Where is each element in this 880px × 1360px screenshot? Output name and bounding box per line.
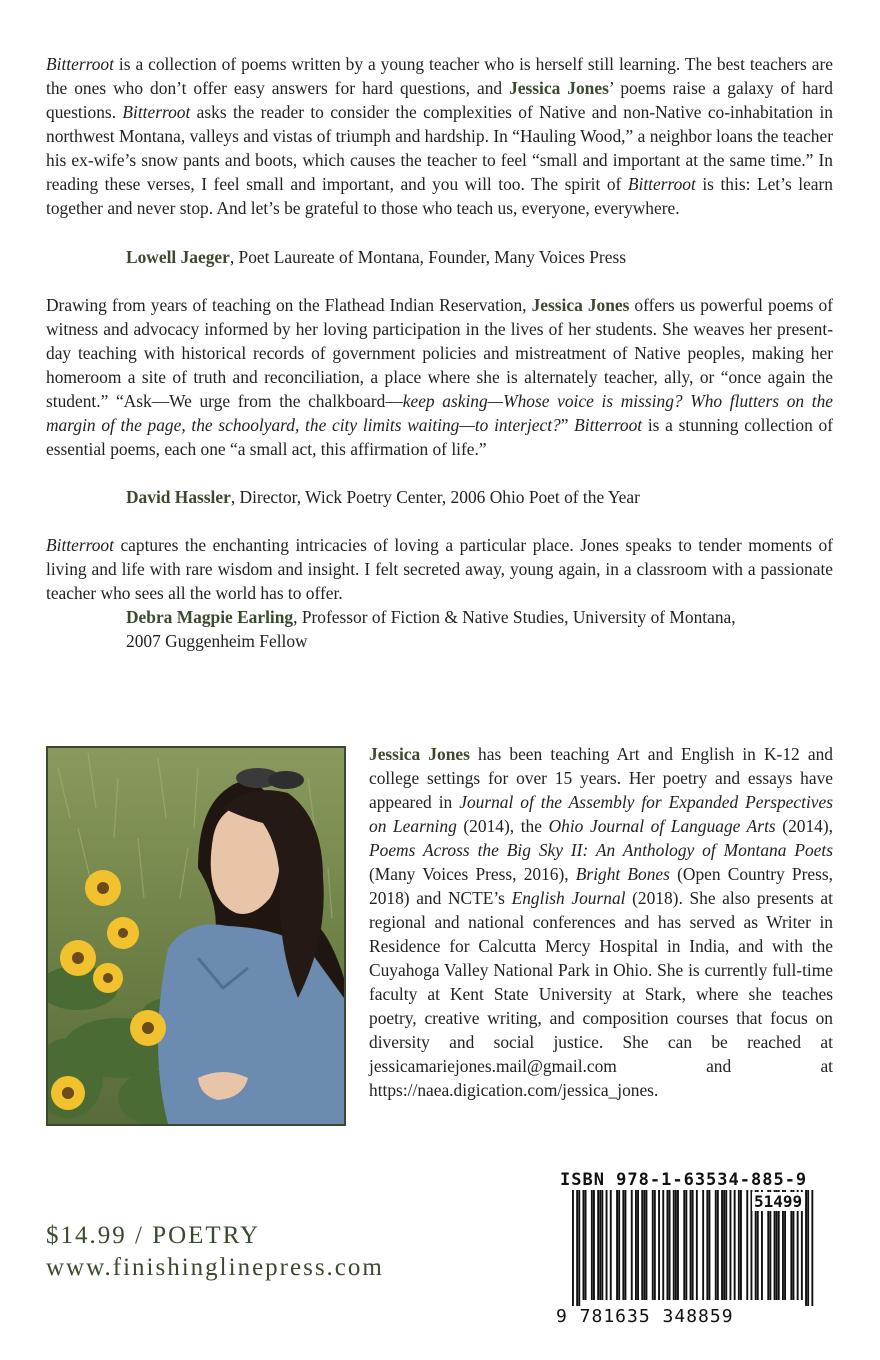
blurb-1: [46, 52, 833, 220]
barcode-bar: [692, 1190, 694, 1300]
bold-name: Jessica Jones: [369, 744, 470, 764]
price-category: $14.99 / POETRY: [46, 1222, 261, 1249]
attribution-title: , Poet Laureate of Montana, Founder, Many Voices Press: [229, 247, 626, 267]
text-run: Drawing from years of teaching on the Flathead Indian Reservation,: [46, 295, 532, 315]
attribution-name: David Hassler: [126, 487, 231, 507]
barcode-bar: [702, 1190, 704, 1300]
barcode-bar: [631, 1190, 633, 1300]
barcode-bar: [669, 1190, 671, 1300]
text-run: (2014),: [775, 816, 833, 836]
publisher-url[interactable]: www.finishinglinepress.com: [46, 1254, 384, 1281]
italic-text: Journal of the Assembly for Expanded Perspectives on Learning: [369, 792, 833, 836]
barcode-bar: [625, 1190, 627, 1300]
barcode-bar: [725, 1190, 727, 1300]
barcode-bar: [715, 1190, 717, 1300]
attribution-2: [126, 485, 766, 509]
italic-text: Bitterroot: [574, 415, 643, 435]
text-run: is this: Let’s learn together and never stop. And let’s be grateful to those who teach us, everyone, everywhere.: [46, 174, 833, 218]
barcode-bar: [683, 1190, 685, 1300]
price-code: 51499: [754, 1192, 803, 1211]
barcode-bar: [658, 1190, 660, 1300]
barcode-bar: [740, 1190, 742, 1300]
barcode-bar: [685, 1190, 687, 1300]
blurb-text: [46, 293, 833, 461]
text-run: has been teaching Art and English in K-12 and college settings for over 15 years. Her poetry and essays have appeared in: [369, 744, 833, 812]
barcode-bar: [637, 1190, 639, 1300]
italic-text: English Journal: [511, 888, 626, 908]
barcode-bar: [807, 1190, 809, 1306]
barcode-bar: [599, 1190, 601, 1300]
blurb-text: [46, 52, 833, 220]
text-run: is a collection of poems written by a young teacher who is herself still learning. The best teachers are the ones who don’t offer easy answers for hard questions, and: [46, 54, 833, 98]
barcode-bar: [585, 1190, 587, 1300]
attribution-title: , Director, Wick Poetry Center, 2006 Ohio Poet of the Year: [230, 487, 640, 507]
barcode-bar: [706, 1190, 708, 1300]
author-photo: [46, 746, 346, 1126]
text-run: (Open Country Press, 2018) and NCTE’s: [369, 864, 833, 908]
barcode-bar: [583, 1190, 585, 1300]
text-run: (Many Voices Press, 2016),: [369, 864, 576, 884]
barcode-bar: [606, 1190, 608, 1300]
barcode-bar: [805, 1190, 807, 1306]
author-photo-illustration: [48, 748, 344, 1124]
barcode-bar: [738, 1190, 740, 1300]
barcode-bar: [593, 1190, 595, 1300]
barcode-bar: [673, 1190, 675, 1300]
barcode-bar: [723, 1190, 725, 1300]
barcode-bar: [690, 1190, 692, 1300]
italic-text: keep asking—Whose voice is missing? Who flutters on the margin of the page, the schoolyard, the city limits waiting—to interject?: [46, 391, 834, 435]
barcode-bar: [578, 1190, 580, 1306]
bold-name: Jessica Jones: [509, 78, 609, 98]
text-run: offers us powerful poems of witness and advocacy informed by her loving participation in the lives of her students. She weaves her present-day teaching with historical records of government policies and mistreatment of Native peoples, making her homeroom a site of truth and reconciliation, a place where she is alternately teacher, ally, or “once again the student.” “Ask—We urge from the chalkboard—: [46, 295, 833, 411]
barcode-bar: [591, 1190, 593, 1300]
barcode-bar: [610, 1190, 612, 1300]
barcode-bar: [662, 1190, 664, 1300]
barcode-bar: [601, 1190, 603, 1300]
barcode-bar: [721, 1190, 723, 1300]
text-run: asks the reader to consider the complexities of Native and non-Native co-inhabitation in northwest Montana, valleys and vistas of triumph and hardship. In “Hauling Wood,” a neighbor loans the teacher his ex-wife’s snow pants and boots, which causes the teacher to feel “small and important at the same time.” In reading these verses, I feel small and important, and you will too. The spirit of: [46, 102, 833, 194]
italic-text: Bitterroot: [627, 174, 696, 194]
barcode-bar: [646, 1190, 648, 1300]
bold-name: Jessica Jones: [531, 295, 630, 315]
barcode-bar: [622, 1190, 624, 1300]
italic-text: Bitterroot: [46, 535, 114, 555]
barcode-bar: [709, 1190, 711, 1300]
barcode-bar: [696, 1190, 698, 1300]
italic-text: Ohio Journal of Language Arts: [548, 816, 776, 836]
barcode-bar: [654, 1190, 656, 1300]
barcode-bar: [576, 1190, 578, 1306]
barcode-bar: [652, 1190, 654, 1300]
barcode-bar: [618, 1190, 620, 1300]
isbn-label: ISBN 978-1-63534-885-9: [560, 1170, 808, 1190]
barcode-bar: [572, 1190, 574, 1306]
italic-text: Bitterroot: [46, 54, 114, 74]
text-run: (2018). She also presents at regional and national conferences and has served as Writer in Residence for Calcutta Mercy Hospital in India, and with the Cuyahoga Valley National Park in Ohio. She is currently full-time faculty at Kent State University at Stark, where she teaches poetry, creative writing, and composition courses that focus on diversity and social justice. She can be reached at jessicamariejones.mail@gmail.com and at https://naea.digication.com/jessica_jones.: [369, 888, 833, 1100]
barcode-bar: [746, 1190, 748, 1300]
italic-text: Bitterroot: [122, 102, 191, 122]
barcode-bar: [597, 1190, 599, 1300]
barcode-bar: [667, 1190, 669, 1300]
barcode-bar: [616, 1190, 618, 1300]
attribution-1: [126, 245, 766, 269]
attribution-title: , Professor of Fiction & Native Studies, University of Montana, 2007 Guggenheim Fellow: [126, 607, 736, 651]
barcode-bar: [643, 1190, 645, 1300]
text-run: captures the enchanting intricacies of loving a particular place. Jones speaks to tender moments of living and life with rare wisdom and insight. I felt secreted away, young again, in a classroom with a passionate teacher who sees all the world has to offer.: [46, 535, 833, 603]
author-bio-text: [369, 742, 833, 1102]
blurb-text: [46, 533, 833, 605]
blurb-2: [46, 293, 833, 461]
text-run: is a stunning collection of essential poems, each one “a small act, this affirmation of life.”: [46, 415, 833, 459]
attribution-name: Debra Magpie Earling: [126, 607, 294, 627]
barcode-bar: [641, 1190, 643, 1300]
attribution-name: Lowell Jaeger: [126, 247, 230, 267]
barcode-bar: [734, 1190, 736, 1300]
author-bio: [369, 742, 833, 1102]
barcode-bar: [635, 1190, 637, 1300]
ean-digits: 9 781635 348859: [556, 1306, 734, 1327]
attribution-3: [126, 605, 766, 653]
blurb-3: [46, 533, 833, 605]
barcode-bar: [811, 1190, 813, 1306]
barcode-bar: [717, 1190, 719, 1300]
barcode-bar: [677, 1190, 679, 1300]
barcode-bar: [730, 1190, 732, 1300]
text-run: (2014), the: [456, 816, 549, 836]
text-run: ’ poems raise a galaxy of hard questions.: [46, 78, 834, 122]
barcode-bar: [675, 1190, 677, 1300]
text-run: ”: [560, 415, 575, 435]
italic-text: Poems Across the Big Sky II: An Anthology of Montana Poets: [369, 840, 833, 860]
italic-text: Bright Bones: [575, 864, 670, 884]
